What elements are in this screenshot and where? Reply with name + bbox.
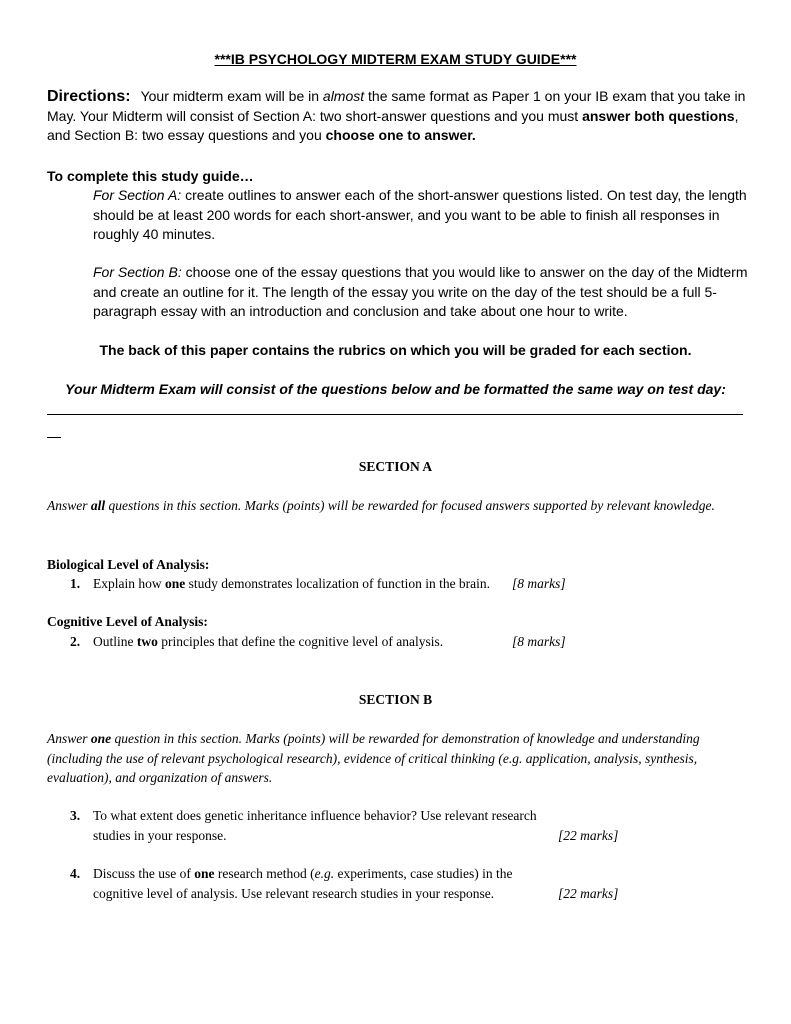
section-b-guidance-text: choose one of the essay questions that you would like to answer on the day of the Midterm and create an outline for it. The length of the essay you write on the day of the test should be a full 5-paragraph essay with an introduction and conclusion and take about one hour to write. <box>93 264 748 319</box>
question-number: 3. <box>70 808 81 823</box>
section-a-instructions <box>47 496 747 516</box>
section-a-instructions-all: all <box>90 498 106 513</box>
question-number: 4. <box>70 866 81 881</box>
rubric-note: The back of this paper contains the rubrics on which you will be graded for each section. <box>99 342 692 358</box>
question-example-abbrev: e.g. <box>314 866 335 881</box>
section-a-guidance-label: For Section A: <box>93 187 182 203</box>
question-marks: [8 marks] <box>512 576 566 591</box>
biological-level-heading: Biological Level of Analysis: <box>47 557 210 572</box>
section-b-instructions <box>47 729 747 788</box>
midterm-format-note: Your Midterm Exam will consist of the questions below and be formatted the same way on test day: <box>65 381 726 397</box>
directions-text-1: Your midterm exam will be in <box>140 88 323 104</box>
question-text-part: experiments, case studies) in the cognitive level of analysis. Use relevant research studies in your response. <box>93 866 513 901</box>
question-emphasis: two <box>136 634 158 649</box>
question-number: 1. <box>70 576 81 591</box>
directions-label: Directions: <box>47 88 131 105</box>
directions-paragraph <box>47 87 759 146</box>
divider-line <box>47 414 743 415</box>
question-marks: [8 marks] <box>512 634 566 649</box>
section-a-heading: SECTION A <box>358 459 433 474</box>
question-marks: [22 marks] <box>558 885 619 901</box>
question-text <box>93 574 523 594</box>
section-a-instructions-1: Answer <box>47 498 91 513</box>
section-a-instructions-2: questions in this section. Marks (points) will be rewarded for focused answers supported by relevant knowledge. <box>105 498 715 513</box>
question-text-part: study demonstrates localization of function in the brain. <box>185 576 491 591</box>
section-b-heading: SECTION B <box>358 692 433 707</box>
question-text-part: Explain how <box>93 576 165 591</box>
page-title: ***IB PSYCHOLOGY MIDTERM EXAM STUDY GUIDE*** <box>214 51 577 67</box>
directions-text-2: the same format as Paper 1 on your IB exam that you take in May. Your Midterm will consist of Section A: two short-answer questions and you must <box>47 88 746 124</box>
divider-line-short <box>47 437 61 438</box>
section-b-guidance-label: For Section B: <box>93 264 182 280</box>
question-text <box>93 632 523 652</box>
question-text-part: Outline <box>93 634 137 649</box>
directions-emphasis-choose-one: choose one to answer. <box>325 127 476 143</box>
section-b-instructions-1: Answer <box>47 731 91 746</box>
question-marks: [22 marks] <box>558 827 619 843</box>
section-a-guidance <box>93 186 753 245</box>
question-text <box>93 864 553 903</box>
question-emphasis: one <box>194 866 215 881</box>
question-text: To what extent does genetic inheritance influence behavior? Use relevant research studies in your response. <box>93 808 537 843</box>
question-text-part: principles that define the cognitive level of analysis. <box>157 634 444 649</box>
complete-heading: To complete this study guide… <box>47 168 254 184</box>
question-text-part: research method ( <box>214 866 315 881</box>
section-a-guidance-text: create outlines to answer each of the short-answer questions listed. On test day, the length should be at least 200 words for each short-answer, and you want to be able to finish all responses in roughly 40 minutes. <box>93 187 747 242</box>
section-b-instructions-2: question in this section. Marks (points) will be rewarded for demonstration of knowledge and understanding (including the use of relevant psychological research), evidence of critical thinking (e.g. application, analysis, synthesis, evaluation), and organization of answers. <box>47 731 700 785</box>
directions-emphasis-almost: almost <box>322 88 365 104</box>
question-emphasis: one <box>165 576 186 591</box>
cognitive-level-heading: Cognitive Level of Analysis: <box>47 614 208 629</box>
question-text-part: Discuss the use of <box>93 866 195 881</box>
section-b-instructions-one: one <box>90 731 112 746</box>
directions-text-3: , and Section B: two essay questions and you <box>47 107 739 143</box>
question-number: 2. <box>70 634 81 649</box>
section-b-guidance <box>93 263 753 322</box>
directions-emphasis-answer-both: answer both questions <box>582 107 735 124</box>
